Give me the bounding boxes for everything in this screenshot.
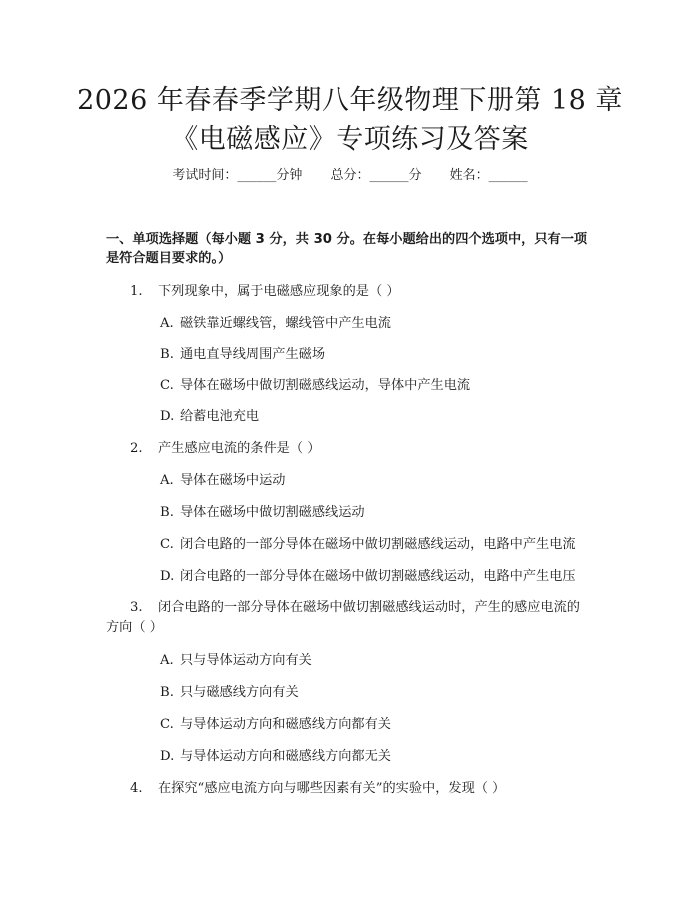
option-text: 闭合电路的一部分导体在磁场中做切割磁感线运动，电路中产生电压 [180, 569, 576, 584]
student-name: 姓名：______ [449, 168, 528, 183]
question-1 [130, 282, 400, 302]
option-letter: A. [160, 473, 174, 488]
question-4 [130, 779, 505, 799]
question-number: 2. [130, 441, 143, 456]
document-title-line-2: 《电磁感应》专项练习及答案 [171, 124, 529, 155]
question-3-option-a [160, 651, 312, 671]
question-text: 下列现象中，属于电磁感应现象的是（ ） [158, 284, 400, 299]
option-letter: A. [160, 653, 174, 668]
option-text: 只与磁感线方向有关 [180, 685, 299, 700]
option-letter: B. [160, 685, 174, 700]
option-text: 给蓄电池充电 [180, 409, 260, 424]
question-number: 3. [130, 600, 143, 615]
question-3-option-d [160, 747, 391, 767]
option-text: 闭合电路的一部分导体在磁场中做切割磁感线运动，电路中产生电流 [180, 537, 576, 552]
question-text: 产生感应电流的条件是（ ） [158, 441, 321, 456]
option-letter: C. [160, 717, 174, 732]
question-2-option-d [160, 567, 576, 587]
question-1-option-a [160, 314, 391, 334]
option-letter: D. [160, 409, 175, 424]
question-3-option-b [160, 683, 299, 703]
question-1-option-b [160, 345, 325, 365]
option-letter: B. [160, 505, 174, 520]
section-heading-line-1: 一、单项选择题（每小题 3 分，共 30 分。在每小题给出的四个选项中，只有一项 [106, 232, 588, 247]
option-text: 磁铁靠近螺线管，螺线管中产生电流 [180, 316, 391, 331]
question-2-option-a [160, 471, 286, 491]
question-text: 闭合电路的一部分导体在磁场中做切割磁感线运动时，产生的感应电流的 [158, 600, 580, 615]
option-text: 导体在磁场中做切割磁感线运动 [180, 505, 365, 520]
option-letter: D. [160, 569, 175, 584]
section-heading-line-2: 是符合题目要求的。） [106, 251, 232, 266]
question-2-option-b [160, 503, 365, 523]
exam-meta [0, 166, 700, 186]
exam-total-score: 总分：______分 [330, 168, 422, 183]
question-3 [130, 598, 580, 618]
question-1-option-d [160, 407, 259, 427]
exam-time: 考试时间：______分钟 [172, 168, 303, 183]
option-letter: B. [160, 347, 174, 362]
option-text: 与导体运动方向和磁感线方向都有关 [180, 717, 391, 732]
question-3-option-c [160, 715, 391, 735]
option-letter: A. [160, 316, 174, 331]
option-letter: C. [160, 537, 174, 552]
option-text: 通电直导线周围产生磁场 [180, 347, 326, 362]
question-number: 4. [130, 781, 143, 796]
document-title-line-1: 2026 年春春季学期八年级物理下册第 18 章 [77, 85, 623, 116]
option-text: 只与导体运动方向有关 [180, 653, 312, 668]
option-letter: C. [160, 378, 174, 393]
question-1-option-c [160, 376, 470, 396]
question-2-option-c [160, 535, 576, 555]
option-letter: D. [160, 749, 175, 764]
question-number: 1. [130, 284, 143, 299]
question-2 [130, 439, 320, 459]
question-text: 在探究“感应电流方向与哪些因素有关”的实验中，发现（ ） [158, 781, 506, 796]
question-3-continuation: 方向（ ） [106, 620, 163, 635]
option-text: 与导体运动方向和磁感线方向都无关 [180, 749, 391, 764]
option-text: 导体在磁场中做切割磁感线运动，导体中产生电流 [180, 378, 471, 393]
option-text: 导体在磁场中运动 [180, 473, 286, 488]
